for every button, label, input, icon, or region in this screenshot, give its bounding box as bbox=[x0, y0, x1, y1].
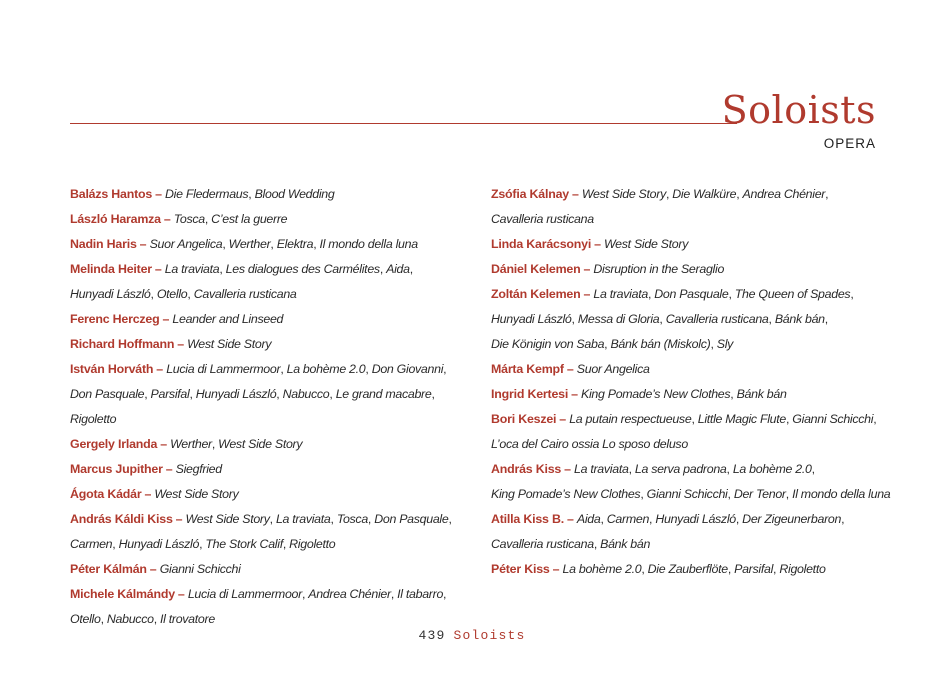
opera-title: Il mondo della luna bbox=[792, 487, 891, 501]
separator-text: , bbox=[665, 187, 673, 201]
header-rule bbox=[70, 123, 737, 124]
name-separator: – bbox=[583, 262, 591, 276]
soloist-entry-continuation bbox=[491, 532, 911, 557]
soloist-entry-continuation bbox=[491, 332, 911, 357]
name-separator: – bbox=[163, 212, 171, 226]
opera-title: L’oca del Cairo ossia Lo sposo deluso bbox=[491, 437, 688, 451]
opera-title: Hunyadi László bbox=[655, 512, 736, 526]
opera-title: Little Magic Flute bbox=[697, 412, 786, 426]
separator-text: , bbox=[219, 262, 226, 276]
opera-title: Suor Angelica bbox=[149, 237, 223, 251]
name-separator: – bbox=[564, 462, 572, 476]
role-list bbox=[582, 187, 828, 201]
name-separator: – bbox=[175, 512, 183, 526]
soloist-entry bbox=[70, 182, 470, 207]
role-list bbox=[150, 237, 418, 251]
separator-text: , bbox=[850, 287, 854, 301]
opera-title: Le grand macabre bbox=[335, 387, 432, 401]
opera-title: C’est la guerre bbox=[211, 212, 288, 226]
opera-title: La bohème 2.0 bbox=[286, 362, 366, 376]
opera-title: Parsifal bbox=[150, 387, 190, 401]
soloist-entry bbox=[70, 432, 470, 457]
opera-title: Hunyadi László bbox=[491, 312, 572, 326]
opera-title: The Queen of Spades bbox=[734, 287, 851, 301]
opera-title: La traviata bbox=[275, 512, 331, 526]
soloist-name: Ingrid Kertesi bbox=[491, 387, 569, 401]
separator-text: , bbox=[785, 487, 793, 501]
name-separator: – bbox=[156, 362, 164, 376]
opera-title: Aida bbox=[576, 512, 601, 526]
soloist-name: Balázs Hantos bbox=[70, 187, 153, 201]
soloist-entry bbox=[491, 282, 911, 307]
opera-title: Lucia di Lammermoor bbox=[166, 362, 281, 376]
opera-title: Hunyadi László bbox=[118, 537, 200, 551]
separator-text: , bbox=[204, 212, 212, 226]
opera-title: West Side Story bbox=[581, 187, 666, 201]
role-list bbox=[165, 262, 413, 276]
name-separator: – bbox=[139, 237, 147, 251]
separator-text: , bbox=[443, 587, 447, 601]
soloist-entry bbox=[70, 582, 470, 607]
separator-text: , bbox=[571, 312, 578, 326]
soloist-entry-continuation bbox=[491, 307, 911, 332]
role-list bbox=[577, 512, 844, 526]
role-list bbox=[491, 487, 890, 501]
footer-section-label: Soloists bbox=[453, 628, 526, 643]
role-list bbox=[174, 212, 287, 226]
role-list bbox=[604, 237, 688, 251]
name-separator: – bbox=[149, 562, 157, 576]
opera-title: Parsifal bbox=[734, 562, 774, 576]
separator-text: , bbox=[649, 512, 656, 526]
opera-title: Carmen bbox=[70, 537, 113, 551]
separator-text: , bbox=[367, 512, 375, 526]
soloist-entry-continuation bbox=[491, 432, 911, 457]
separator-text: , bbox=[276, 387, 283, 401]
opera-title: Don Pasquale bbox=[70, 387, 145, 401]
soloist-entry bbox=[70, 207, 470, 232]
soloist-name: Zoltán Kelemen bbox=[491, 287, 581, 301]
opera-title: Il trovatore bbox=[159, 612, 215, 626]
opera-title: Elektra bbox=[276, 237, 314, 251]
soloist-name: Marcus Jupither bbox=[70, 462, 163, 476]
soloist-entry bbox=[491, 182, 911, 207]
role-list bbox=[569, 412, 876, 426]
name-separator: – bbox=[571, 187, 579, 201]
right-column bbox=[491, 182, 911, 582]
opera-title: Messa di Gloria bbox=[577, 312, 660, 326]
opera-title: Cavalleria rusticana bbox=[491, 212, 594, 226]
opera-title: Die Fledermaus bbox=[165, 187, 249, 201]
separator-text: , bbox=[710, 337, 717, 351]
separator-text: , bbox=[301, 587, 309, 601]
separator-text: , bbox=[628, 462, 635, 476]
opera-title: Die Zauberflöte bbox=[647, 562, 728, 576]
soloist-entry bbox=[70, 332, 470, 357]
role-list bbox=[160, 562, 241, 576]
opera-title: Siegfried bbox=[175, 462, 222, 476]
role-list bbox=[574, 462, 815, 476]
opera-title: Disruption in the Seraglio bbox=[593, 262, 725, 276]
page-title: Soloists bbox=[721, 88, 876, 132]
role-list bbox=[563, 562, 826, 576]
separator-text: , bbox=[329, 387, 336, 401]
opera-title: Rigoletto bbox=[779, 562, 826, 576]
role-list bbox=[165, 187, 334, 201]
opera-title: Don Pasquale bbox=[374, 512, 449, 526]
opera-title: King Pomade’s New Clothes bbox=[580, 387, 731, 401]
role-list bbox=[70, 287, 297, 301]
opera-title: King Pomade’s New Clothes bbox=[491, 487, 641, 501]
separator-text: , bbox=[313, 237, 320, 251]
soloist-name: István Horváth bbox=[70, 362, 154, 376]
soloist-entry bbox=[70, 507, 470, 532]
role-list bbox=[491, 437, 688, 451]
separator-text: , bbox=[330, 512, 337, 526]
opera-title: La putain respectueuse bbox=[569, 412, 692, 426]
soloist-name: András Káldi Kiss bbox=[70, 512, 173, 526]
soloist-name: Nadin Haris bbox=[70, 237, 137, 251]
separator-text: , bbox=[189, 387, 196, 401]
soloist-entry bbox=[70, 457, 470, 482]
role-list bbox=[176, 462, 222, 476]
separator-text: , bbox=[443, 362, 447, 376]
role-list bbox=[172, 312, 283, 326]
separator-text: , bbox=[150, 287, 157, 301]
role-list bbox=[70, 612, 215, 626]
soloist-name: Péter Kálmán bbox=[70, 562, 147, 576]
role-list bbox=[154, 487, 238, 501]
soloist-entry bbox=[491, 507, 911, 532]
opera-title: Aida bbox=[386, 262, 410, 276]
separator-text: , bbox=[365, 362, 372, 376]
separator-text: , bbox=[112, 537, 119, 551]
soloist-entry-continuation bbox=[491, 482, 911, 507]
name-separator: – bbox=[155, 187, 163, 201]
opera-title: Bánk bán bbox=[736, 387, 787, 401]
role-list bbox=[187, 337, 271, 351]
soloist-name: Ágota Kádár bbox=[70, 487, 142, 501]
opera-title: Hunyadi László bbox=[70, 287, 151, 301]
soloist-entry bbox=[491, 257, 911, 282]
soloist-name: Atilla Kiss B. bbox=[491, 512, 564, 526]
opera-title: La traviata bbox=[574, 462, 629, 476]
opera-title: Blood Wedding bbox=[254, 187, 335, 201]
soloist-entry bbox=[70, 257, 470, 282]
soloist-name: László Haramza bbox=[70, 212, 161, 226]
name-separator: – bbox=[559, 412, 567, 426]
soloist-entry bbox=[70, 357, 470, 382]
role-list bbox=[188, 587, 446, 601]
opera-title: Nabucco bbox=[282, 387, 330, 401]
soloist-name: Linda Karácsonyi bbox=[491, 237, 592, 251]
opera-title: Gianni Schicchi bbox=[792, 412, 874, 426]
separator-text: , bbox=[691, 412, 698, 426]
opera-title: Rigoletto bbox=[289, 537, 336, 551]
separator-text: , bbox=[604, 337, 611, 351]
opera-title: La serva padrona bbox=[634, 462, 727, 476]
soloist-name: Richard Hoffmann bbox=[70, 337, 175, 351]
role-list bbox=[491, 212, 594, 226]
separator-text: , bbox=[222, 237, 229, 251]
separator-text: , bbox=[735, 512, 743, 526]
name-separator: – bbox=[160, 437, 168, 451]
separator-text: , bbox=[641, 562, 648, 576]
name-separator: – bbox=[594, 237, 601, 251]
opera-title: Der Tenor bbox=[733, 487, 786, 501]
separator-text: , bbox=[153, 612, 160, 626]
page-footer bbox=[0, 627, 944, 644]
role-list bbox=[491, 312, 828, 326]
soloist-name: Bori Keszei bbox=[491, 412, 557, 426]
opera-title: West Side Story bbox=[604, 237, 689, 251]
opera-title: Hunyadi László bbox=[195, 387, 277, 401]
opera-title: Don Giovanni bbox=[371, 362, 444, 376]
soloist-name: Zsófia Kálnay bbox=[491, 187, 569, 201]
role-list bbox=[166, 362, 446, 376]
separator-text: , bbox=[786, 412, 793, 426]
opera-title: Die Walküre bbox=[672, 187, 737, 201]
name-separator: – bbox=[154, 262, 162, 276]
page-number: 439 bbox=[418, 628, 446, 643]
opera-title: Il mondo della luna bbox=[319, 237, 418, 251]
separator-text: , bbox=[873, 412, 877, 426]
soloist-name: Melinda Heiter bbox=[70, 262, 152, 276]
separator-text: , bbox=[270, 237, 277, 251]
name-separator: – bbox=[583, 287, 591, 301]
opera-title: Cavalleria rusticana bbox=[193, 287, 297, 301]
opera-title: Bánk bán bbox=[600, 537, 651, 551]
separator-text: , bbox=[199, 537, 206, 551]
opera-title: Cavalleria rusticana bbox=[491, 537, 594, 551]
separator-text: , bbox=[727, 487, 734, 501]
opera-title: West Side Story bbox=[154, 487, 239, 501]
separator-text: , bbox=[726, 462, 733, 476]
separator-text: , bbox=[269, 512, 276, 526]
role-list bbox=[491, 537, 650, 551]
role-list bbox=[577, 362, 650, 376]
opera-title: Sly bbox=[716, 337, 734, 351]
separator-text: , bbox=[144, 387, 151, 401]
opera-title: Die Königin von Saba bbox=[491, 337, 605, 351]
soloist-entry bbox=[70, 232, 470, 257]
soloist-entry bbox=[70, 557, 470, 582]
role-list bbox=[70, 387, 435, 426]
name-separator: – bbox=[552, 562, 560, 576]
separator-text: , bbox=[448, 512, 452, 526]
opera-title: Bánk bán bbox=[774, 312, 825, 326]
role-list bbox=[186, 512, 452, 526]
name-separator: – bbox=[144, 487, 152, 501]
separator-text: , bbox=[600, 512, 607, 526]
soloist-entry-continuation bbox=[70, 282, 470, 307]
separator-text: , bbox=[211, 437, 219, 451]
separator-text: , bbox=[728, 287, 735, 301]
separator-text: , bbox=[773, 562, 780, 576]
separator-text: , bbox=[730, 387, 737, 401]
opera-title: Andrea Chénier bbox=[742, 187, 826, 201]
soloist-entry bbox=[491, 557, 911, 582]
opera-title: Suor Angelica bbox=[576, 362, 650, 376]
opera-title: Otello bbox=[70, 612, 101, 626]
opera-title: West Side Story bbox=[187, 337, 272, 351]
separator-text: , bbox=[280, 362, 287, 376]
opera-title: La traviata bbox=[593, 287, 648, 301]
separator-text: , bbox=[282, 537, 290, 551]
separator-text: , bbox=[811, 462, 815, 476]
separator-text: , bbox=[100, 612, 107, 626]
role-list bbox=[70, 537, 335, 551]
name-separator: – bbox=[177, 337, 185, 351]
name-separator: – bbox=[165, 462, 173, 476]
opera-title: Werther bbox=[170, 437, 212, 451]
opera-title: Andrea Chénier bbox=[308, 587, 391, 601]
soloist-name: András Kiss bbox=[491, 462, 562, 476]
opera-title: La traviata bbox=[164, 262, 220, 276]
soloist-entry bbox=[491, 457, 911, 482]
opera-title: Tosca bbox=[336, 512, 368, 526]
separator-text: , bbox=[431, 387, 435, 401]
separator-text: , bbox=[736, 187, 743, 201]
separator-text: , bbox=[825, 187, 829, 201]
opera-title: Les dialogues des Carmélites bbox=[225, 262, 380, 276]
opera-title: The Stork Calif bbox=[205, 537, 283, 551]
page-subtitle: OPERA bbox=[823, 136, 876, 151]
soloist-name: Dániel Kelemen bbox=[491, 262, 581, 276]
separator-text: , bbox=[390, 587, 398, 601]
opera-title: Cavalleria rusticana bbox=[665, 312, 769, 326]
role-list bbox=[581, 387, 787, 401]
soloist-entry-continuation bbox=[70, 382, 470, 432]
opera-title: Nabucco bbox=[106, 612, 154, 626]
soloist-name: Michele Kálmándy bbox=[70, 587, 175, 601]
left-column bbox=[70, 182, 470, 632]
soloist-name: Márta Kempf bbox=[491, 362, 564, 376]
soloist-entry bbox=[70, 482, 470, 507]
opera-title: Der Zigeunerbaron bbox=[742, 512, 842, 526]
soloist-name: Péter Kiss bbox=[491, 562, 550, 576]
opera-title: Carmen bbox=[606, 512, 650, 526]
separator-text: , bbox=[187, 287, 194, 301]
separator-text: , bbox=[593, 537, 601, 551]
role-list bbox=[593, 262, 724, 276]
opera-title: Gianni Schicchi bbox=[646, 487, 728, 501]
opera-title: West Side Story bbox=[218, 437, 303, 451]
role-list bbox=[170, 437, 302, 451]
separator-text: , bbox=[659, 312, 666, 326]
role-list bbox=[593, 287, 853, 301]
separator-text: , bbox=[841, 512, 845, 526]
opera-title: La bohème 2.0 bbox=[732, 462, 812, 476]
soloist-entry bbox=[491, 382, 911, 407]
opera-title: La bohème 2.0 bbox=[562, 562, 642, 576]
soloist-entry bbox=[491, 407, 911, 432]
opera-title: Werther bbox=[228, 237, 271, 251]
soloist-name: Ferenc Herczeg bbox=[70, 312, 160, 326]
soloist-entry bbox=[70, 307, 470, 332]
opera-title: Il tabarro bbox=[397, 587, 444, 601]
opera-title: West Side Story bbox=[185, 512, 270, 526]
opera-title: Rigoletto bbox=[70, 412, 117, 426]
name-separator: – bbox=[162, 312, 170, 326]
soloist-entry bbox=[491, 232, 911, 257]
separator-text: , bbox=[824, 312, 828, 326]
separator-text: , bbox=[640, 487, 647, 501]
opera-title: Lucia di Lammermoor bbox=[187, 587, 302, 601]
soloist-entry-continuation bbox=[491, 207, 911, 232]
name-separator: – bbox=[566, 512, 574, 526]
separator-text: , bbox=[409, 262, 413, 276]
separator-text: , bbox=[647, 287, 655, 301]
soloist-entry bbox=[491, 357, 911, 382]
separator-text: , bbox=[768, 312, 775, 326]
name-separator: – bbox=[571, 387, 578, 401]
opera-title: Don Pasquale bbox=[654, 287, 729, 301]
name-separator: – bbox=[177, 587, 185, 601]
opera-title: Bánk bán (Miskolc) bbox=[610, 337, 711, 351]
separator-text: , bbox=[379, 262, 387, 276]
separator-text: , bbox=[727, 562, 735, 576]
name-separator: – bbox=[566, 362, 574, 376]
opera-title: Gianni Schicchi bbox=[159, 562, 241, 576]
role-list bbox=[491, 337, 733, 351]
soloist-name: Gergely Irlanda bbox=[70, 437, 158, 451]
separator-text: , bbox=[248, 187, 255, 201]
opera-title: Otello bbox=[156, 287, 188, 301]
opera-title: Tosca bbox=[173, 212, 205, 226]
soloist-entry-continuation bbox=[70, 532, 470, 557]
opera-title: Leander and Linseed bbox=[172, 312, 284, 326]
